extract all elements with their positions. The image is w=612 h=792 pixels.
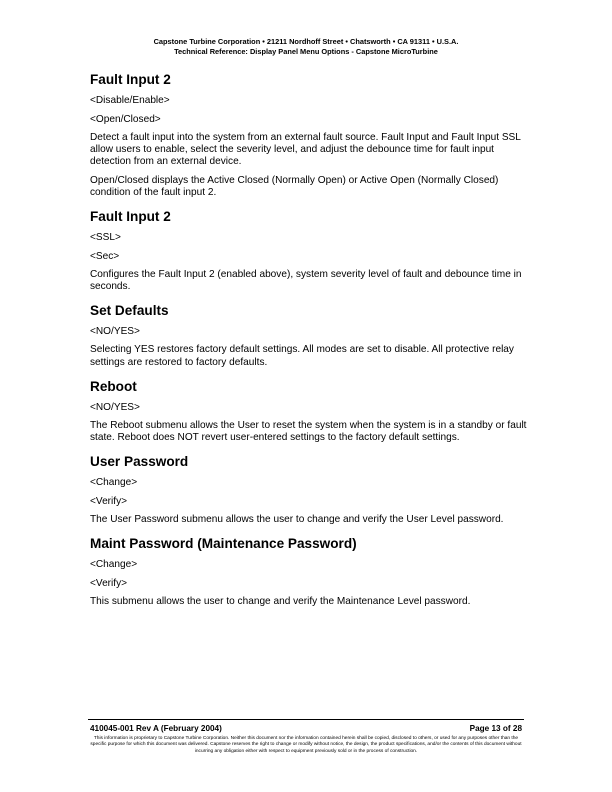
header-title-line: Technical Reference: Display Panel Menu Options - Capstone MicroTurbine [174, 47, 438, 56]
section-title: Set Defaults [90, 303, 169, 319]
section-title: User Password [90, 454, 189, 470]
option-text: <Verify> [90, 496, 128, 508]
section-paragraph: The Reboot submenu allows the User to reset the system when the system is in a standby or fault state. Reboot does NOT revert user-entered settings to the factory default settings. [90, 419, 527, 444]
footer-doc-id: 410045-001 Rev A (February 2004) [90, 724, 222, 733]
section-paragraph: Selecting YES restores factory default settings. All modes are set to disable. All protective relay settings are restored to factory defaults. [90, 344, 514, 368]
section-title: Maint Password (Maintenance Password) [90, 536, 357, 552]
header-company-line: Capstone Turbine Corporation • 21211 Nordhoff Street • Chatsworth • CA 91311 • U.S.A. [153, 37, 459, 46]
option-text: <Open/Closed> [90, 114, 161, 125]
option-text: <Sec> [90, 251, 120, 263]
footer-divider [88, 719, 524, 720]
option-text: <SSL> [90, 232, 121, 244]
section-title: Reboot [90, 378, 137, 394]
section-paragraph: Configures the Fault Input 2 (enabled above), system severity level of fault and debounce time in seconds. [90, 269, 522, 293]
option-text: <NO/YES> [90, 401, 140, 413]
footer-page-number: Page 13 of 28 [469, 724, 522, 733]
option-text: <Disable/Enable> [90, 95, 170, 106]
section-title: Fault Input 2 [90, 209, 171, 225]
option-text: <NO/YES> [90, 326, 140, 338]
section-paragraph: Detect a fault input into the system from an external fault source. Fault Input and Fault Input SSL allow users to enable, select the severity level, and adjust the debounce time for fault input detection from an external device. [90, 132, 521, 168]
section-paragraph: This submenu allows the user to change and verify the Maintenance Level password. [90, 596, 471, 608]
option-text: <Change> [90, 477, 138, 489]
section-paragraph: The User Password submenu allows the user to change and verify the User Level password. [90, 514, 504, 526]
section-paragraph: Open/Closed displays the Active Closed (Normally Open) or Active Open (Normally Closed) condition of the fault input 2. [90, 174, 499, 198]
footer-proprietary-notice: This information is proprietary to Capstone Turbine Corporation. Neither this document nor the information contained herein shall be copied, disclosed to others, or used for any purposes other than the specific purpose for which this document was delivered. Capstone reserves the right to change or modify without notice, the design, the product specifications, and/or the contents of this document without incurring any obligation either with respect to equipment previously sold or in the process of construction. [90, 736, 522, 754]
option-text: <Change> [90, 559, 138, 571]
page-header [0, 37, 612, 57]
option-text: <Verify> [90, 578, 128, 590]
section-title: Fault Input 2 [90, 72, 171, 87]
document-body [90, 72, 530, 615]
